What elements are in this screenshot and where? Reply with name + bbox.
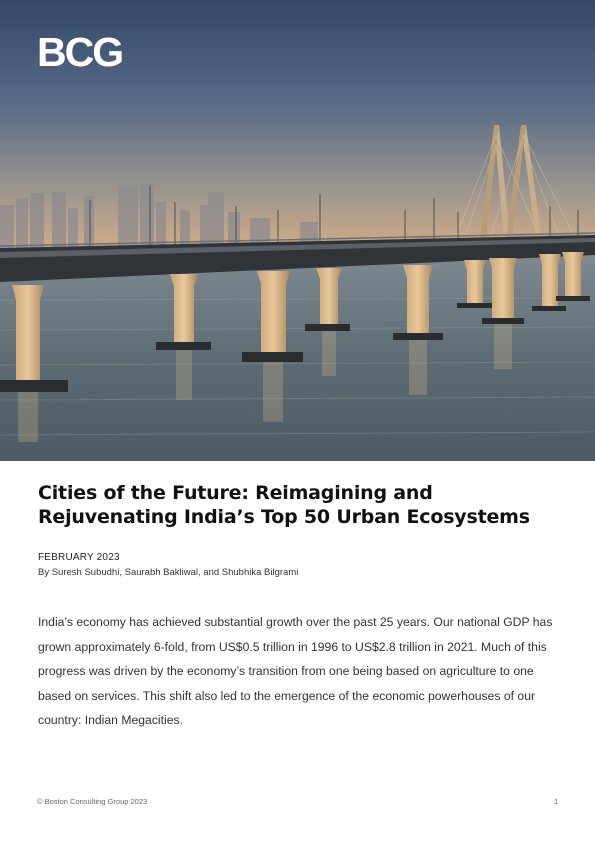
cable-stay-towers — [455, 125, 575, 240]
page-number: 1 — [554, 797, 559, 806]
bcg-logo: BCG — [37, 29, 123, 75]
author-byline: By Suresh Subudhi, Saurabh Bakliwal, and Shubhika Bilgrami — [38, 567, 299, 578]
document-title: Cities of the Future: Reimagining and Rejuvenating India’s Top 50 Urban Ecosystems — [38, 482, 530, 528]
intro-paragraph: India’s economy has achieved substantial growth over the past 25 years. Our national GDP has grown approximately 6-fold, from US$0.5 trillion in 1996 to US$2.8 trillion in 2021. Much of this progress was driven by the economy’s transition from one being based on agriculture to one based on services. This shift also led to the emergence of the economic powerhouses of our country: Indian Megacities. — [38, 615, 553, 727]
publication-date: FEBRUARY 2023 — [38, 552, 120, 563]
copyright-notice: © Boston Consulting Group 2023 — [37, 797, 148, 806]
